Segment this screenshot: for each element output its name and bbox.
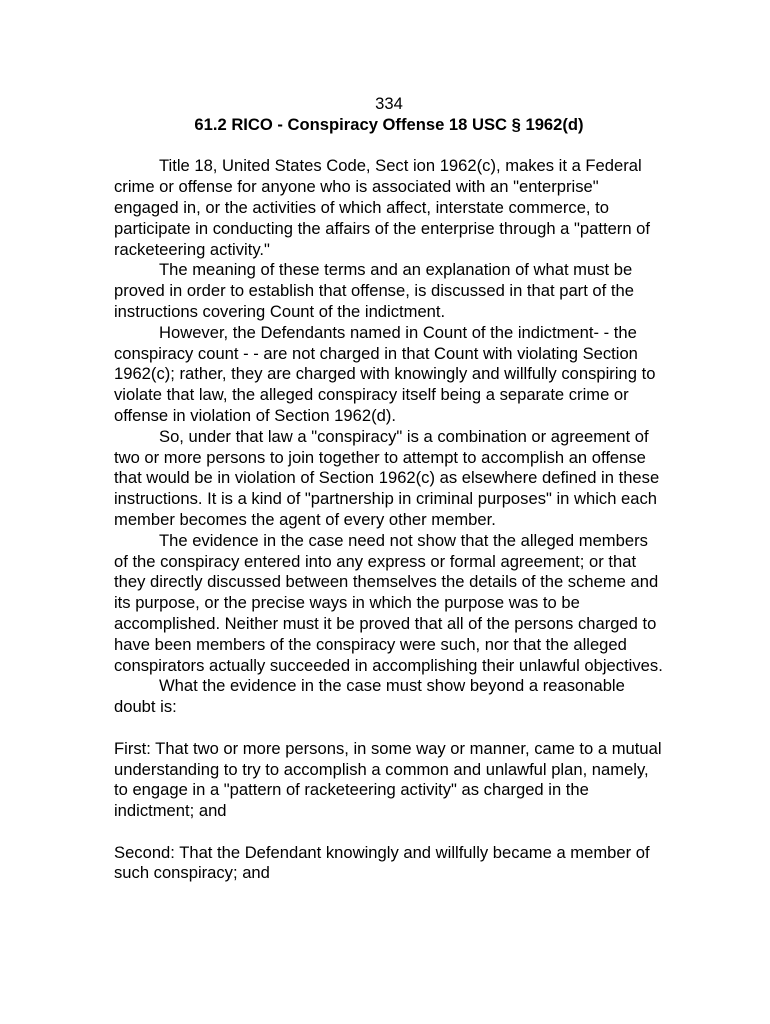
paragraph-4: So, under that law a "conspiracy" is a combination or agreement of two or more persons to join together to attempt to accomplish an offense that would be in violation of Section 1962(c) as elsewhere defined in these instructions. It is a kind of "partnership in criminal purposes" in which each member becomes the agent of every other member. (114, 426, 660, 529)
spacer (114, 136, 664, 157)
paragraph-1: Title 18, United States Code, Sect ion 1962(c), makes it a Federal crime or offense for anyone who is associated with an "enterprise" engaged in, or the activities of which affect, interstate commerce, to participate in conducting the affairs of the enterprise through a "pattern of racketeering activity." (114, 156, 650, 259)
paragraph-3: However, the Defendants named in Count of the indictment- - the conspiracy count - - are not charged in that Count with violating Section 1962(c); rather, they are charged with knowingly and willfully conspiring to violate that law, the alleged conspiracy itself being a separate crime or offense in violation of Section 1962(d). (114, 322, 656, 425)
document-page (114, 94, 664, 884)
page-number: 334 (375, 94, 403, 113)
element-second: Second: That the Defendant knowingly and willfully became a member of such conspiracy; and (114, 842, 650, 883)
spacer (114, 822, 664, 843)
paragraph-5: The evidence in the case need not show that the alleged members of the conspiracy entered into any express or formal agreement; or that they directly discussed between themselves the details of the scheme and its purpose, or the precise ways in which the purpose was to be accomplished. Neither must it be proved that all of the persons charged to have been members of the conspiracy were such, nor that the alleged conspirators actually succeeded in accomplishing their unlawful objectives. (114, 530, 663, 675)
spacer (114, 718, 664, 739)
paragraph-2: The meaning of these terms and an explanation of what must be proved in order to establish that offense, is discussed in that part of the instructions covering Count of the indictment. (114, 260, 634, 321)
element-first: First: That two or more persons, in some way or manner, came to a mutual understanding to try to accomplish a common and unlawful plan, namely, to engage in a "pattern of racketeering activity" as charged in the indictment; and (114, 738, 662, 821)
paragraph-6: What the evidence in the case must show beyond a reasonable doubt is: (114, 676, 625, 717)
section-heading: 61.2 RICO - Conspiracy Offense 18 USC § 1962(d) (194, 114, 584, 134)
